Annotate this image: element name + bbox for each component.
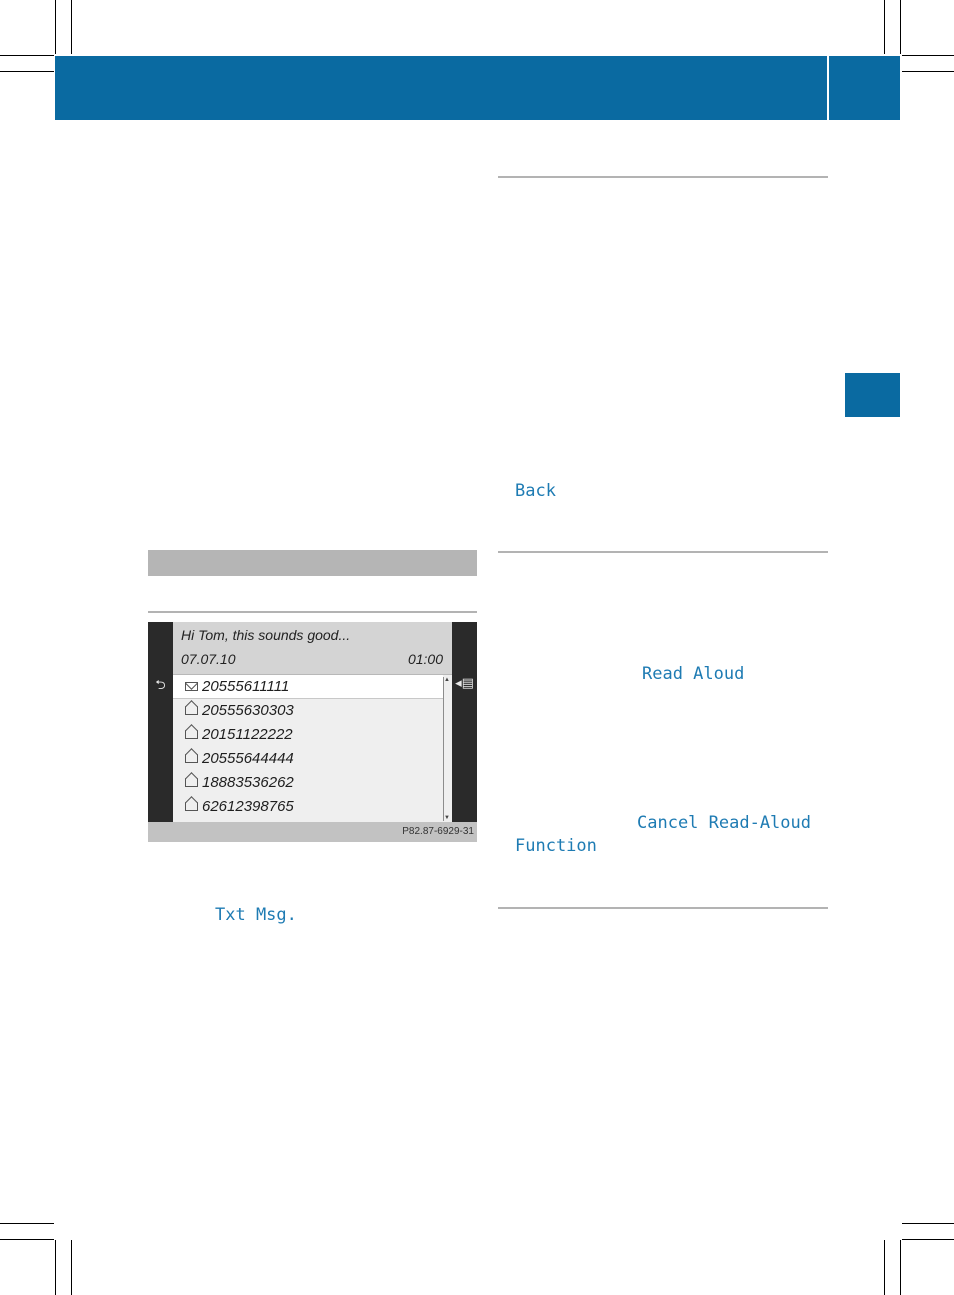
crop-mark <box>0 1223 54 1224</box>
crop-mark <box>884 1240 885 1295</box>
back-icon: ⮌ <box>155 678 166 693</box>
txt-msg-link[interactable]: Txt Msg. <box>215 905 297 925</box>
message-list <box>173 674 452 823</box>
section-rule <box>498 176 828 178</box>
crop-mark <box>0 55 54 56</box>
cancel-read-aloud-link-cont[interactable]: Function <box>515 836 597 856</box>
section-heading-band <box>148 550 477 576</box>
crop-mark <box>0 1239 54 1240</box>
header-bar <box>55 56 827 120</box>
options-icon: ◂▤ <box>455 676 474 691</box>
message-date: 07.07.10 <box>181 651 236 667</box>
sender-number: 20555611111 <box>202 678 290 695</box>
message-list-item[interactable] <box>173 723 443 746</box>
header-chapter-tab <box>829 56 900 120</box>
envelope-open-icon <box>185 730 198 739</box>
sender-number: 20555644444 <box>202 750 294 767</box>
crop-mark <box>55 0 56 54</box>
screen-right-bar <box>452 622 477 822</box>
envelope-open-icon <box>185 778 198 787</box>
crop-mark <box>900 1240 901 1295</box>
message-list-item[interactable] <box>173 747 443 770</box>
crop-mark <box>884 0 885 54</box>
envelope-open-icon <box>185 706 198 715</box>
list-scrollbar[interactable] <box>443 677 450 821</box>
sender-number: 20555630303 <box>202 702 294 719</box>
back-link[interactable]: Back <box>515 481 556 501</box>
crop-mark <box>902 71 954 72</box>
scroll-down-icon: ▼ <box>444 815 450 821</box>
message-preview: Hi Tom, this sounds good... <box>181 627 351 643</box>
envelope-closed-icon <box>185 682 198 691</box>
message-list-item[interactable] <box>173 699 443 722</box>
crop-mark <box>902 1223 954 1224</box>
envelope-open-icon <box>185 754 198 763</box>
crop-mark <box>900 0 901 54</box>
crop-mark <box>0 71 54 72</box>
message-list-item[interactable] <box>173 675 443 699</box>
crop-mark <box>71 0 72 54</box>
screen-left-bar <box>148 622 173 822</box>
read-aloud-link[interactable]: Read Aloud <box>642 664 745 684</box>
message-list-item[interactable] <box>173 795 443 818</box>
sender-number: 62612398765 <box>202 798 294 815</box>
section-rule <box>498 907 828 909</box>
screenshot-caption-bar <box>148 822 477 842</box>
crop-mark <box>55 1240 56 1295</box>
crop-mark <box>902 1239 954 1240</box>
message-list-item[interactable] <box>173 771 443 794</box>
crop-mark <box>902 55 954 56</box>
sender-number: 20151122222 <box>202 726 293 743</box>
cancel-read-aloud-link[interactable]: Cancel Read-Aloud <box>637 813 811 833</box>
section-rule <box>498 551 828 553</box>
side-chapter-tab <box>845 373 900 417</box>
message-time: 01:00 <box>407 651 443 667</box>
scroll-up-icon: ▲ <box>444 677 450 683</box>
envelope-open-icon <box>185 802 198 811</box>
sender-number: 18883536262 <box>202 774 294 791</box>
image-code: P82.87-6929-31 <box>402 826 474 837</box>
message-header <box>173 622 452 674</box>
crop-mark <box>71 1240 72 1295</box>
display-screenshot <box>148 622 477 842</box>
section-rule <box>148 611 477 613</box>
